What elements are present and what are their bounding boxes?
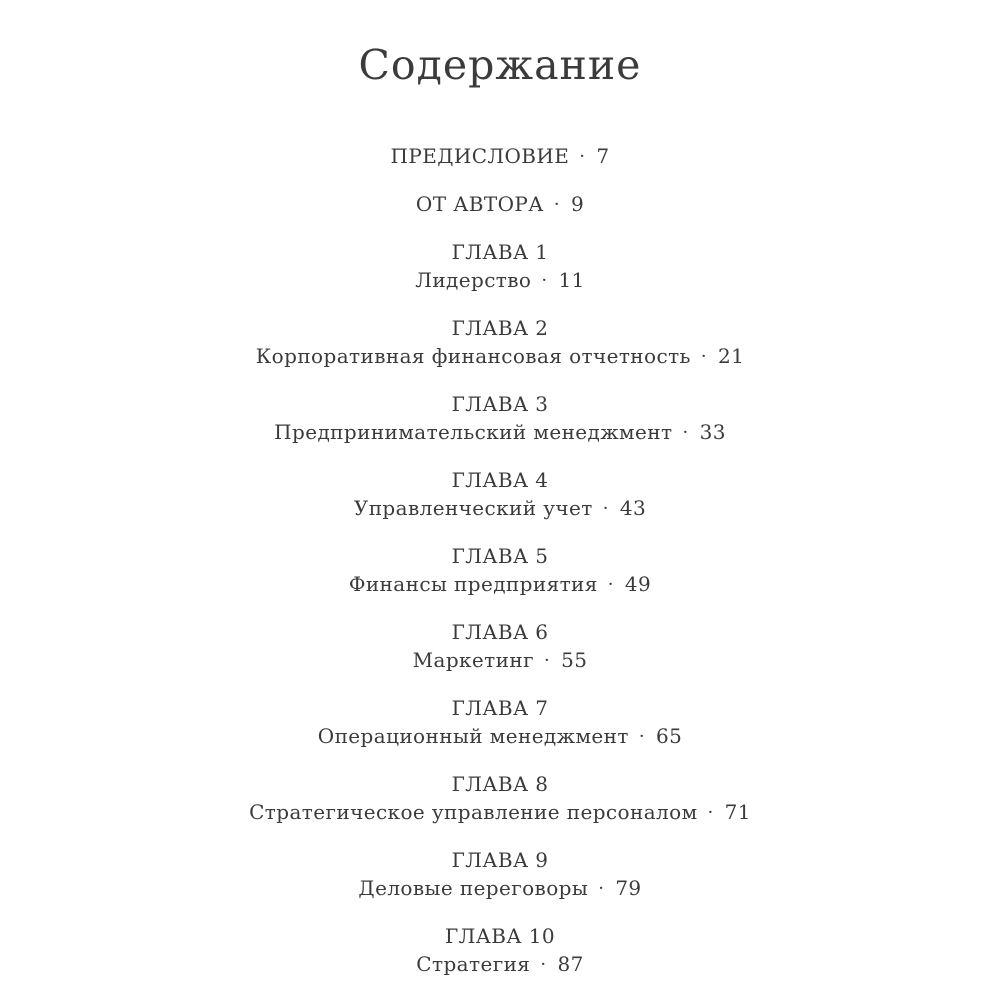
toc-entry-chapter-6 [120, 618, 880, 675]
entry-page-number: 87 [557, 952, 584, 976]
dot-separator: · [607, 574, 614, 595]
toc-entry-chapter-5 [120, 542, 880, 599]
dot-separator: · [700, 346, 707, 367]
entry-page-number: 33 [699, 420, 726, 444]
toc-entry-chapter-1 [120, 238, 880, 295]
chapter-heading: ГЛАВА 2 [451, 316, 549, 340]
entry-page-number: 79 [615, 876, 642, 900]
entry-page-number: 7 [596, 144, 610, 168]
dot-separator: · [602, 498, 609, 519]
entry-page-number: 55 [561, 648, 588, 672]
toc-entry-chapter-2 [120, 314, 880, 371]
entry-page-number: 65 [655, 724, 683, 748]
chapter-heading: ГЛАВА 6 [451, 620, 549, 644]
dot-separator: · [638, 726, 645, 747]
toc-entry-chapter-7 [120, 694, 880, 751]
dot-separator: · [707, 802, 714, 823]
entry-label: Операционный менеджмент [317, 724, 629, 748]
page-title: Содержание [358, 41, 642, 89]
dot-separator: · [540, 954, 547, 975]
entry-label: Деловые переговоры [358, 876, 589, 900]
chapter-heading: ГЛАВА 1 [451, 240, 549, 264]
entry-page-number: 11 [558, 268, 585, 292]
toc-entry-chapter-8 [120, 770, 880, 827]
toc-entry-preface [120, 142, 880, 171]
entry-page-number: 49 [624, 572, 652, 596]
dot-separator: · [598, 878, 605, 899]
entry-label: Стратегическое управление персоналом [249, 800, 698, 824]
entry-page-number: 71 [724, 800, 751, 824]
entry-page-number: 21 [717, 344, 745, 368]
chapter-heading: ГЛАВА 10 [445, 924, 555, 948]
toc-entry-chapter-3 [120, 390, 880, 447]
entry-label: Корпоративная финансовая отчетность [255, 344, 691, 368]
toc-entry-chapter-4 [120, 466, 880, 523]
dot-separator: · [579, 146, 586, 167]
chapter-heading: ГЛАВА 8 [451, 772, 549, 796]
toc-entry-from-author [120, 190, 880, 219]
dot-separator: · [541, 270, 548, 291]
entry-label: ПРЕДИСЛОВИЕ [390, 144, 570, 168]
dot-separator: · [543, 650, 551, 671]
entry-label: Финансы предприятия [348, 572, 598, 596]
entry-label: Стратегия [416, 952, 531, 976]
chapter-heading: ГЛАВА 7 [451, 696, 549, 720]
toc-entry-chapter-9 [120, 846, 880, 903]
entry-label: Управленческий учет [353, 496, 593, 520]
dot-separator: · [682, 422, 689, 443]
chapter-heading: ГЛАВА 9 [451, 848, 549, 872]
chapter-heading: ГЛАВА 5 [451, 544, 549, 568]
entry-label: Лидерство [415, 268, 532, 292]
entry-label: Маркетинг [412, 648, 534, 672]
toc-entries [120, 142, 880, 979]
entry-label: Предпринимательский менеджмент [274, 420, 673, 444]
chapter-heading: ГЛАВА 3 [451, 392, 549, 416]
entry-label: ОТ АВТОРА [415, 192, 544, 216]
entry-page-number: 9 [570, 192, 585, 216]
entry-page-number: 43 [619, 496, 647, 520]
toc-entry-chapter-10 [120, 922, 880, 979]
chapter-heading: ГЛАВА 4 [451, 468, 549, 492]
dot-separator: · [553, 194, 560, 215]
